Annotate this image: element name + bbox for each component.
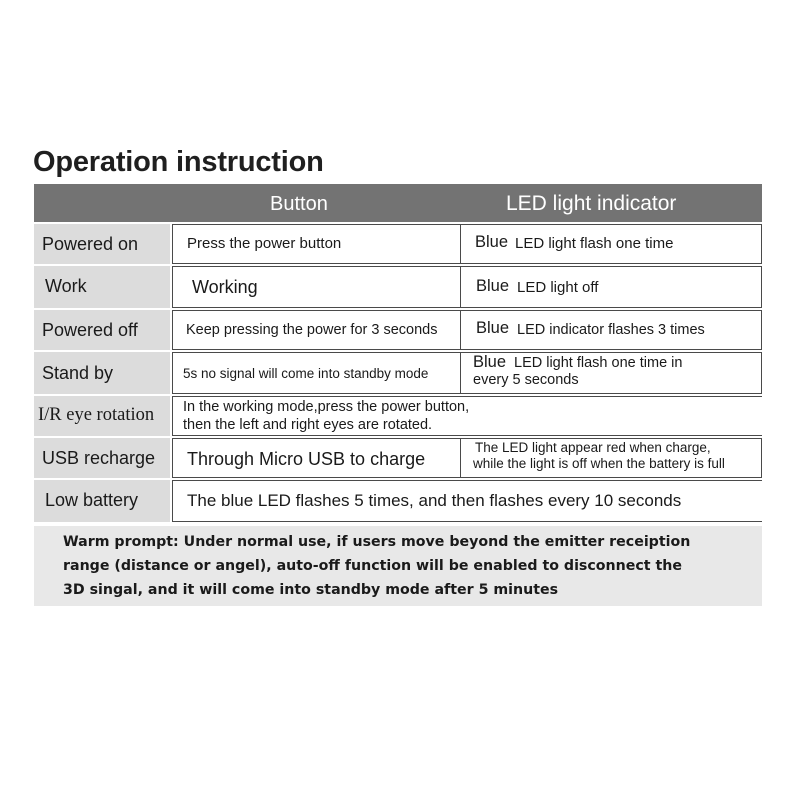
row-label-usb-recharge: USB recharge (34, 438, 170, 478)
cell-powered-on-led: Blue LED light flash one time (460, 224, 762, 264)
row-label-powered-off: Powered off (34, 310, 170, 350)
cell-powered-off-button: Keep pressing the power for 3 seconds (172, 310, 461, 350)
warm-prompt-line-1: Warm prompt: Under normal use, if users move beyond the emitter receiption (63, 534, 691, 550)
cell-work-button: Working (172, 266, 461, 308)
row-label-low-battery: Low battery (34, 480, 170, 522)
cell-stand-by-button: 5s no signal will come into standby mode (172, 352, 461, 394)
cell-usb-recharge-button: Through Micro USB to charge (172, 438, 461, 478)
row-label-powered-on: Powered on (34, 224, 170, 264)
led-blue-label: Blue (475, 233, 509, 251)
cell-work-led: Blue LED light off (460, 266, 762, 308)
cell-stand-by-led: Blue LED light flash one time in every 5 seconds (460, 352, 762, 394)
header-led-indicator: LED light indicator (506, 192, 677, 215)
led-blue-label: Blue (473, 353, 507, 371)
warm-prompt-line-2: range (distance or angel), auto-off function will be enabled to disconnect the (63, 558, 682, 574)
row-label-ir-eye-rotation: I/R eye rotation (34, 396, 170, 436)
cell-usb-recharge-led: The LED light appear red when charge, while the light is off when the battery is full (460, 438, 762, 478)
led-blue-label: Blue (476, 319, 510, 337)
page-title: Operation instruction (33, 146, 324, 178)
row-label-work: Work (34, 266, 170, 308)
header-button: Button (270, 193, 328, 215)
cell-powered-on-button: Press the power button (172, 224, 461, 264)
cell-powered-off-led: Blue LED indicator flashes 3 times (460, 310, 762, 350)
operation-table (34, 184, 762, 522)
warm-prompt-line-3: 3D singal, and it will come into standby mode after 5 minutes (63, 582, 559, 598)
table-header (34, 184, 762, 222)
cell-low-battery-merged: The blue LED flashes 5 times, and then flashes every 10 seconds (172, 480, 762, 522)
cell-ir-eye-rotation-merged: In the working mode,press the power button, then the left and right eyes are rotated. (172, 396, 762, 436)
warm-prompt (34, 526, 762, 606)
row-label-stand-by: Stand by (34, 352, 170, 394)
led-blue-label: Blue (476, 277, 510, 295)
